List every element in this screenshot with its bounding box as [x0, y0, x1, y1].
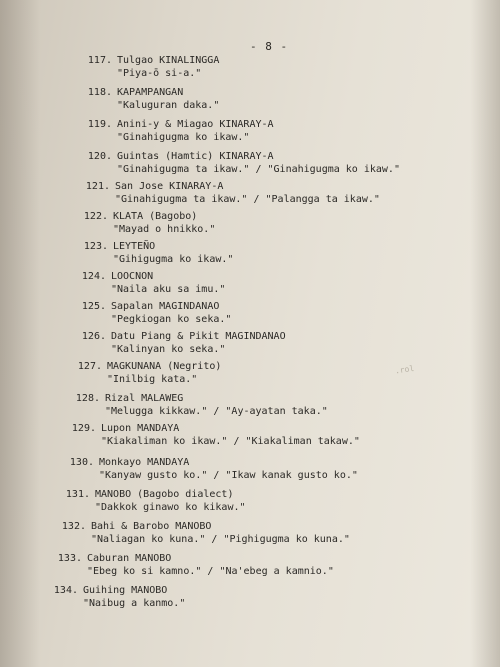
entry-number: 121.	[85, 181, 110, 192]
entry-phrase: "Naliagan ko kuna." / "Pighigugma ko kuna."	[91, 534, 350, 545]
page-shadow-left	[0, 0, 40, 667]
entry-language: Guintas (Hamtic) KINARAY-A	[117, 151, 274, 162]
entry-language: LEYTEÑO	[113, 241, 156, 252]
entry-number: 122.	[83, 211, 108, 222]
entry-language: Bahi & Barobo MANOBO	[91, 521, 212, 532]
entry-125	[80, 300, 231, 326]
entry-language: KAPAMPANGAN	[117, 87, 184, 98]
entry-language: Sapalan MAGINDANAO	[111, 301, 220, 312]
entry-phrase: "Inilbig kata."	[107, 374, 198, 385]
entry-132	[60, 520, 350, 546]
entry-number: 130.	[69, 457, 94, 468]
entry-language: KLATA (Bagobo)	[113, 211, 198, 222]
entry-number: 131.	[65, 489, 90, 500]
page-shadow-right	[470, 0, 500, 667]
entry-phrase: "Pegkiogan ko seka."	[111, 314, 232, 325]
page-number: - 8 -	[250, 40, 289, 53]
entry-number: 117.	[87, 55, 112, 66]
entry-130	[68, 456, 358, 482]
entry-phrase: "Kaluguran daka."	[117, 100, 220, 111]
entry-127	[76, 360, 221, 386]
entry-language: Datu Piang & Pikit MAGINDANAO	[111, 331, 286, 342]
entry-language: Caburan MANOBO	[87, 553, 172, 564]
entry-number: 124.	[81, 271, 106, 282]
entry-129	[70, 422, 360, 448]
entry-120	[86, 150, 400, 176]
entry-128	[74, 392, 328, 418]
entry-phrase: "Ginahigugma ta ikaw." / "Palangga ta ikaw."	[115, 194, 380, 205]
entry-118	[86, 86, 219, 112]
entry-phrase: "Kalinyan ko seka."	[111, 344, 226, 355]
entry-123	[82, 240, 233, 266]
entry-number: 126.	[81, 331, 106, 342]
entry-language: Rizal MALAWEG	[105, 393, 184, 404]
entry-number: 123.	[83, 241, 108, 252]
entry-number: 134.	[53, 585, 78, 596]
entry-language: Lupon MANDAYA	[101, 423, 180, 434]
entry-number: 119.	[87, 119, 112, 130]
entry-language: Anini-y & Miagao KINARAY-A	[117, 119, 274, 130]
entry-119	[86, 118, 274, 144]
entry-133	[56, 552, 334, 578]
entry-phrase: "Melugga kikkaw." / "Ay-ayatan taka."	[105, 406, 328, 417]
entry-number: 129.	[71, 423, 96, 434]
entry-language: San Jose KINARAY-A	[115, 181, 224, 192]
entry-phrase: "Piya-ō si-a."	[117, 68, 202, 79]
entry-124	[80, 270, 225, 296]
entry-phrase: "Ginahigugma ta ikaw." / "Ginahigugma ko ikaw."	[117, 164, 400, 175]
entry-language: MAGKUNANA (Negrito)	[107, 361, 222, 372]
entry-language: Monkayo MANDAYA	[99, 457, 190, 468]
entry-phrase: "Ginahigugma ko ikaw."	[117, 132, 250, 143]
entry-phrase: "Kiakaliman ko ikaw." / "Kiakaliman takaw."	[101, 436, 360, 447]
entry-phrase: "Kanyaw gusto ko." / "Ikaw kanak gusto ko."	[99, 470, 358, 481]
entry-phrase: "Mayad o hnikko."	[113, 224, 216, 235]
entry-131	[64, 488, 246, 514]
entry-language: LOOCNON	[111, 271, 154, 282]
entry-number: 128.	[75, 393, 100, 404]
entry-121	[84, 180, 380, 206]
entry-134	[52, 584, 185, 610]
entry-126	[80, 330, 286, 356]
entry-phrase: "Naila aku sa imu."	[111, 284, 226, 295]
entry-117	[86, 54, 219, 80]
entry-phrase: "Naibug a kanmo."	[83, 598, 186, 609]
entry-number: 132.	[61, 521, 86, 532]
entry-phrase: "Ebeg ko si kamno." / "Na'ebeg a kamnio."	[87, 566, 334, 577]
entry-number: 125.	[81, 301, 106, 312]
entry-language: Guihing MANOBO	[83, 585, 168, 596]
entry-number: 118.	[87, 87, 112, 98]
entry-language: Tulgao KINALINGGA	[117, 55, 220, 66]
entry-number: 133.	[57, 553, 82, 564]
entry-number: 127.	[77, 361, 102, 372]
entry-phrase: "Gihigugma ko ikaw."	[113, 254, 234, 265]
entry-number: 120.	[87, 151, 112, 162]
entry-language: MANOBO (Bagobo dialect)	[95, 489, 234, 500]
entry-122	[82, 210, 215, 236]
ink-stain: .rol	[394, 363, 415, 376]
entry-phrase: "Dakkok ginawo ko kikaw."	[95, 502, 246, 513]
